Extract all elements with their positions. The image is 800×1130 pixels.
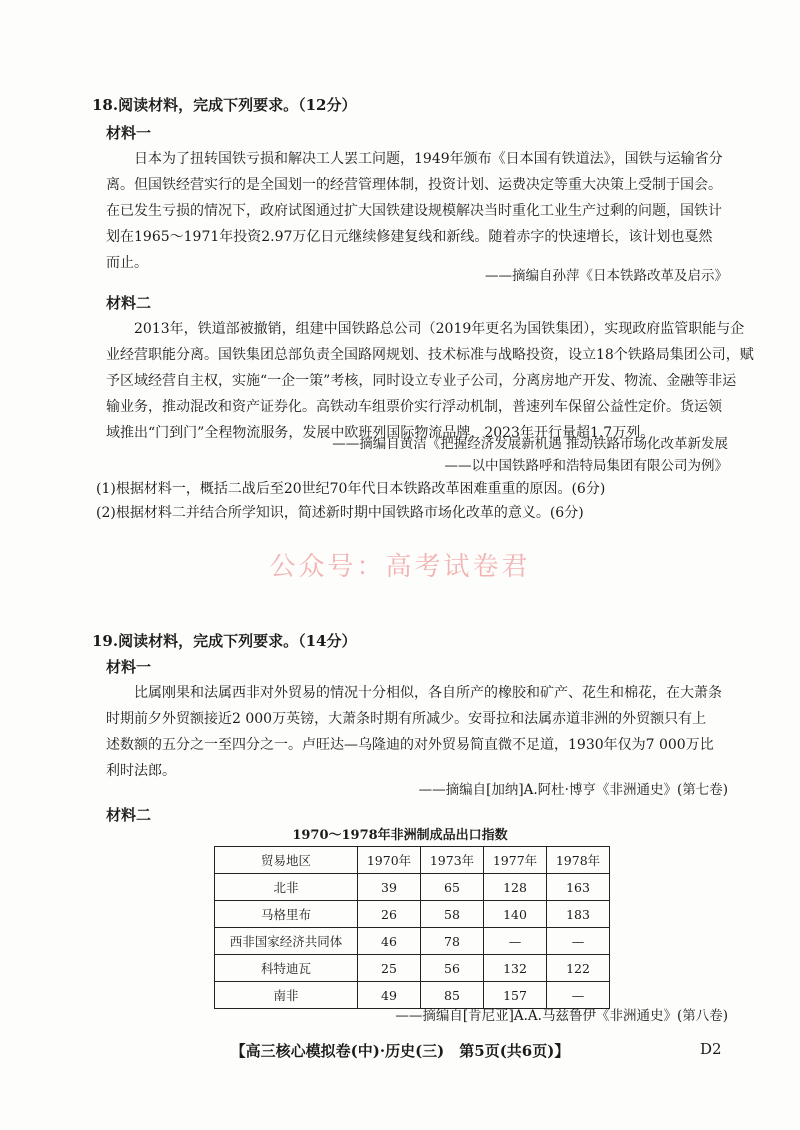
- q18-material1-title: 材料一: [106, 124, 152, 142]
- q18-material2-title: 材料二: [106, 294, 152, 312]
- table-cell-region: 南非: [215, 982, 358, 1009]
- page-footer: 【高三核心模拟卷(中)·历史(三) 第5页(共6页)】: [230, 1042, 570, 1060]
- q18-m2-line: 2013年，铁道部被撤销，组建中国铁路总公司（2019年更名为国铁集团），实现政府监管职能与企: [134, 321, 745, 337]
- q18-m2-line: 域推出“门到门”全程物流服务，发展中欧班列国际物流品牌，2023年开行量超1.7万列。: [106, 425, 655, 441]
- table-cell-region: 北非: [215, 874, 358, 901]
- q18-m2-line: 业经营职能分离。国铁集团总部负责全国路网规划、技术标准与战略投资，设立18个铁路局集团公司，赋: [106, 347, 754, 363]
- q18-m1-line: 离。但国铁经营实行的是全国划一的经营管理体制，投资计划、运费决定等重大决策上受制于国会。: [106, 177, 722, 193]
- table-cell: 65: [421, 874, 484, 901]
- table-header-row: [215, 847, 610, 874]
- q19-material2-source: ——摘编自[肯尼亚]A.A.马兹鲁伊《非洲通史》(第八卷): [395, 1008, 728, 1024]
- q19-material1-text: [106, 680, 726, 784]
- q18-m1-line: 在已发生亏损的情况下，政府试图通过扩大国铁建设规模解决当时重化工业生产过剩的问题，国铁计: [106, 203, 722, 219]
- table-header-cell: 1977年: [484, 847, 547, 874]
- question-19-heading: 19.阅读材料，完成下列要求。（14分）: [92, 632, 357, 650]
- table-cell: 25: [358, 955, 421, 982]
- page-code: D2: [700, 1040, 722, 1058]
- q19-material1-source: ——摘编自[加纳]A.阿杜·博亨《非洲通史》(第七卷): [418, 782, 728, 798]
- table-row: [215, 928, 610, 955]
- table-cell: 157: [484, 982, 547, 1009]
- table-header-cell: 1970年: [358, 847, 421, 874]
- table-header-cell: 贸易地区: [215, 847, 358, 874]
- question-18-heading: 18.阅读材料，完成下列要求。（12分）: [92, 96, 357, 114]
- table-cell: 26: [358, 901, 421, 928]
- q18-m2-line: 输业务，推动混改和资产证券化。高铁动车组票价实行浮动机制，普速列车保留公益性定价。货运领: [106, 399, 722, 415]
- table-cell-region: 西非国家经济共同体: [215, 928, 358, 955]
- q19-m1-line: 时期前夕外贸额接近2 000万英镑，大萧条时期有所减少。安哥拉和法属赤道非洲的外贸额只有上: [106, 711, 707, 727]
- table-cell: 49: [358, 982, 421, 1009]
- table-cell-region: 马格里布: [215, 901, 358, 928]
- q18-material1-text: [106, 146, 726, 276]
- table-cell: 39: [358, 874, 421, 901]
- q18-material1-source: ——摘编自孙萍《日本铁路改革及启示》: [485, 268, 728, 284]
- table-row: [215, 955, 610, 982]
- q18-material2-source-line2: ——以中国铁路呼和浩特局集团有限公司为例》: [444, 458, 728, 474]
- q18-subquestion-2: (2)根据材料二并结合所学知识，简述新时期中国铁路市场化改革的意义。(6分): [96, 505, 584, 521]
- table-header-cell: 1973年: [421, 847, 484, 874]
- table-cell: —: [547, 982, 610, 1009]
- table-cell: 85: [421, 982, 484, 1009]
- table-cell: 58: [421, 901, 484, 928]
- table-row: [215, 901, 610, 928]
- q18-m2-line: 予区域经营自主权，实施“一企一策”考核，同时设立专业子公司，分离房地产开发、物流、金融等非运: [106, 373, 737, 389]
- q18-subquestion-1: (1)根据材料一，概括二战后至20世纪70年代日本铁路改革困难重重的原因。(6分): [96, 481, 606, 497]
- q18-material2-text: [106, 316, 754, 446]
- table-title: 1970～1978年非洲制成品出口指数: [292, 828, 508, 843]
- table-cell: 163: [547, 874, 610, 901]
- table-cell: 183: [547, 901, 610, 928]
- q18-m1-line: 而止。: [106, 255, 148, 271]
- q19-material2-title: 材料二: [106, 806, 152, 824]
- q18-material2-source-line1: ——摘编自黄洁《把握经济发展新机遇 推动铁路市场化改革新发展: [332, 436, 728, 452]
- table-cell-region: 科特迪瓦: [215, 955, 358, 982]
- table-cell: —: [547, 928, 610, 955]
- q19-m1-line: 利时法郎。: [106, 763, 176, 779]
- table-cell: 128: [484, 874, 547, 901]
- table-cell: 140: [484, 901, 547, 928]
- q19-m1-line: 述数额的五分之一至四分之一。卢旺达—乌隆迪的对外贸易简直微不足道，1930年仅为7 000万比: [106, 737, 714, 753]
- watermark-text: 公众号：高考试卷君: [269, 552, 531, 582]
- table-cell: —: [484, 928, 547, 955]
- q19-material1-title: 材料一: [106, 658, 152, 676]
- export-index-table: [214, 846, 610, 1009]
- table-cell: 78: [421, 928, 484, 955]
- q18-m1-line: 日本为了扭转国铁亏损和解决工人罢工问题，1949年颁布《日本国有铁道法》，国铁与运输省分: [134, 151, 723, 167]
- table-cell: 56: [421, 955, 484, 982]
- q18-m1-line: 划在1965～1971年投资2.97万亿日元继续修建复线和新线。随着赤字的快速增长，该计划也戛然: [106, 229, 713, 245]
- table-cell: 46: [358, 928, 421, 955]
- table-header-cell: 1978年: [547, 847, 610, 874]
- q19-m1-line: 比属刚果和法属西非对外贸易的情况十分相似，各自所产的橡胶和矿产、花生和棉花，在大萧条: [134, 685, 722, 701]
- table-row: [215, 874, 610, 901]
- table-cell: 122: [547, 955, 610, 982]
- table-cell: 132: [484, 955, 547, 982]
